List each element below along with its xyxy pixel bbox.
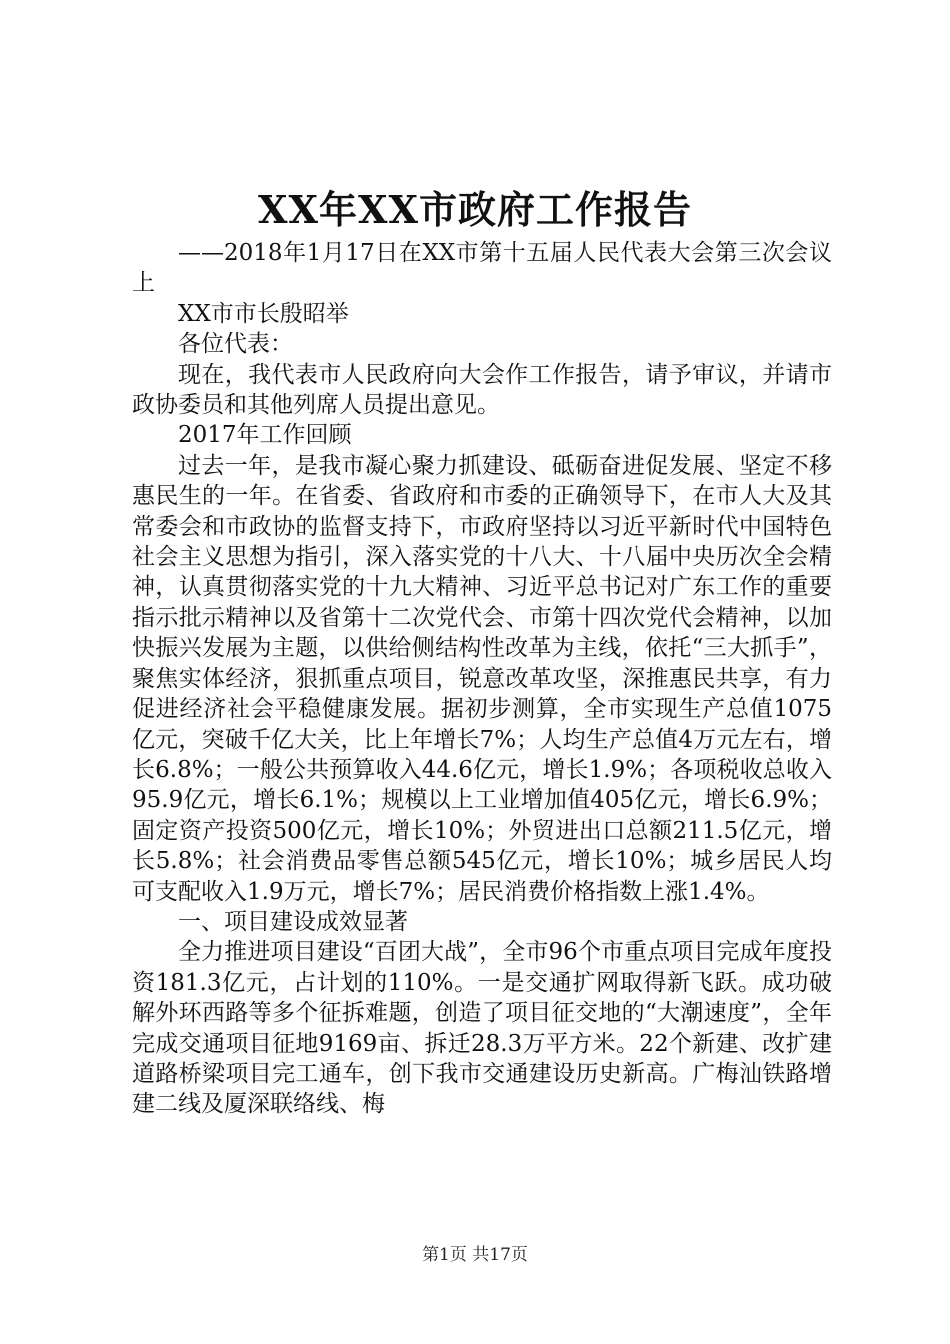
author-line: XX市市长殷昭举 — [178, 300, 349, 327]
subtitle-date-line: ——2018年1月17日在XX市第十五届人民代表大会第三次会议上 — [132, 240, 832, 297]
section-heading-projects: 一、项目建设成效显著 — [178, 908, 408, 935]
salutation: 各位代表： — [178, 331, 293, 358]
projects-paragraph: 全力推进项目建设“百团大战”，全市96个市重点项目完成年度投资181.3亿元，占计划的110%。一是交通扩网取得新飞跃。成功破解外环西路等多个征拆难题，创造了项目征交地的“大潮速度”，全年完成交通项目征地9169亩、拆迁28.3万平方米。22个新建、改扩建道路桥梁项目完工通车，创下我市交通建设历史新高。广梅汕铁路增建二线及厦深联络线、梅 — [132, 939, 832, 1118]
section-heading-review: 2017年工作回顾 — [178, 422, 352, 449]
document-title: XX年XX市政府工作报告 — [258, 187, 692, 232]
document-body — [132, 238, 832, 1120]
intro-paragraph: 现在，我代表市人民政府向大会作工作报告，请予审议，并请市政协委员和其他列席人员提出意见。 — [132, 361, 832, 419]
review-paragraph: 过去一年，是我市凝心聚力抓建设、砥砺奋进促发展、坚定不移惠民生的一年。在省委、省政府和市委的正确领导下，在市人大及其常委会和市政协的监督支持下，市政府坚持以习近平新时代中国特色社会主义思想为指引，深入落实党的十八大、十八届中央历次全会精神，认真贯彻落实党的十九大精神、习近平总书记对广东工作的重要指示批示精神以及省第十二次党代会、市第十四次党代会精神，以加快振兴发展为主题，以供给侧结构性改革为主线，依托“三大抓手”，聚焦实体经济，狠抓重点项目，锐意改革攻坚，深推惠民共享，有力促进经济社会平稳健康发展。据初步测算，全市实现生产总值1075亿元，突破千亿大关，比上年增长7%；人均生产总值4万元左右，增长6.8%；一般公共预算收入44.6亿元，增长1.9%；各项税收总收入95.9亿元，增长6.1%；规模以上工业增加值405亿元，增长6.9%；固定资产投资500亿元，增长10%；外贸进出口总额211.5亿元，增长5.8%；社会消费品零售总额545亿元，增长10%；城乡居民人均可支配收入1.9万元，增长7%；居民消费价格指数上涨1.4%。 — [132, 452, 833, 905]
page-number-footer: 第1页 共17页 — [422, 1245, 528, 1265]
